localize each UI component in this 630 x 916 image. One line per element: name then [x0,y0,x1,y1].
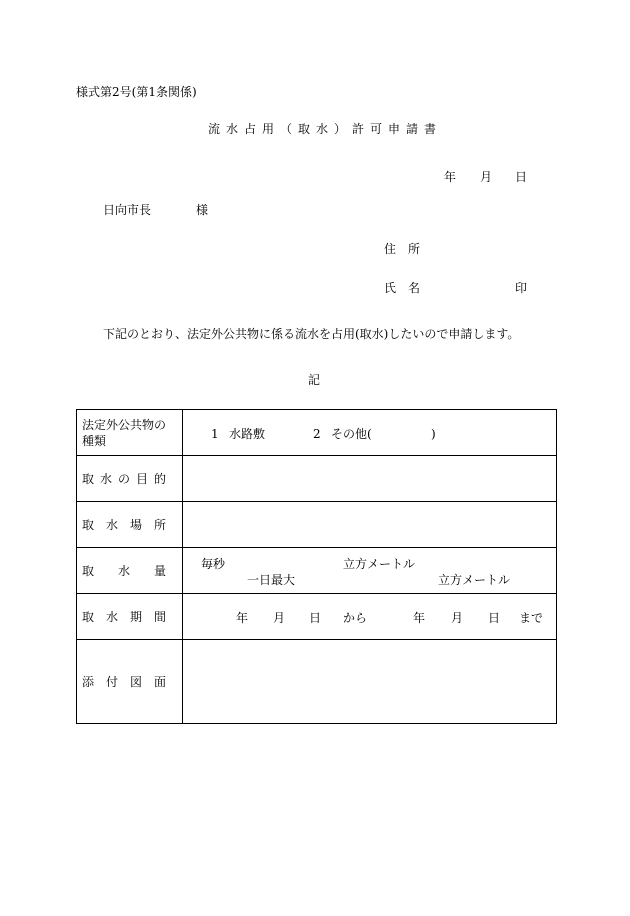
label-char: 水 [117,564,130,578]
label-char: 水 [105,518,118,532]
date-day: 日 [515,170,528,184]
label-char: 目 [135,472,148,486]
label-char: 取 [82,518,95,532]
table-row [77,548,557,594]
option1-number: 1 [211,427,219,441]
name-label: 氏 名 [384,281,421,295]
end-year: 年 [413,611,426,625]
label-char: 期 [129,610,142,624]
addressee: 日向市長 [103,203,152,217]
body-text: 下記のとおり、法定外公共物に係る流水を占用(取水)したいので申請します。 [103,327,520,341]
document-title: 流水占用（取水）許可申請書 [208,122,443,136]
start-day: 日 [309,611,322,625]
table-row [77,410,557,456]
label-char: 付 [105,675,118,689]
option2-close-paren: ) [431,427,436,441]
table-row [77,594,557,640]
honorific: 様 [196,203,209,217]
per-second-label: 毎秒 [201,557,226,571]
date-month: 月 [480,170,493,184]
ki-heading: 記 [308,373,321,387]
daily-max-label: 一日最大 [247,573,296,587]
label-char: 的 [153,472,166,486]
unit-cubic-meter-1: 立方メートル [343,557,416,571]
label-attachments [77,640,183,724]
table-row [77,502,557,548]
amount-field[interactable] [183,548,557,594]
attachments-field[interactable] [183,640,557,724]
label-location [77,502,183,548]
end-month: 月 [451,611,464,625]
until-label: まで [519,611,544,625]
option2-number: 2 [313,427,321,441]
label-line-2: 種類 [82,433,107,448]
unit-cubic-meter-2: 立方メートル [438,573,511,587]
label-char: 図 [129,675,142,689]
table-row [77,640,557,724]
address-label: 住 所 [384,242,421,256]
label-char: 間 [153,610,166,624]
label-line-1: 法定外公共物の [82,417,167,432]
label-char: 面 [153,675,166,689]
label-char: 添 [82,675,95,689]
option2-text[interactable]: その他( [331,427,372,441]
application-table [76,409,557,724]
label-char: 水 [99,472,112,486]
table-row [77,456,557,502]
purpose-field[interactable] [183,456,557,502]
property-type-options [183,410,557,456]
period-field[interactable] [183,594,557,640]
label-char: 量 [153,564,166,578]
label-purpose [77,456,183,502]
label-char: の [117,472,130,486]
location-field[interactable] [183,502,557,548]
label-amount [77,548,183,594]
form-number: 様式第2号(第1条関係) [76,85,197,99]
date-year: 年 [444,170,457,184]
start-year: 年 [236,611,249,625]
start-month: 月 [273,611,286,625]
label-char: 取 [82,610,95,624]
seal-mark: 印 [515,281,528,295]
label-public-property-type [77,410,183,456]
label-char: 取 [82,564,95,578]
end-day: 日 [488,611,501,625]
label-char: 所 [153,518,166,532]
from-label: から [343,611,368,625]
label-char: 場 [129,518,142,532]
option1-text[interactable]: 水路敷 [229,427,266,441]
label-char: 水 [105,610,118,624]
label-char: 取 [82,472,95,486]
label-period [77,594,183,640]
